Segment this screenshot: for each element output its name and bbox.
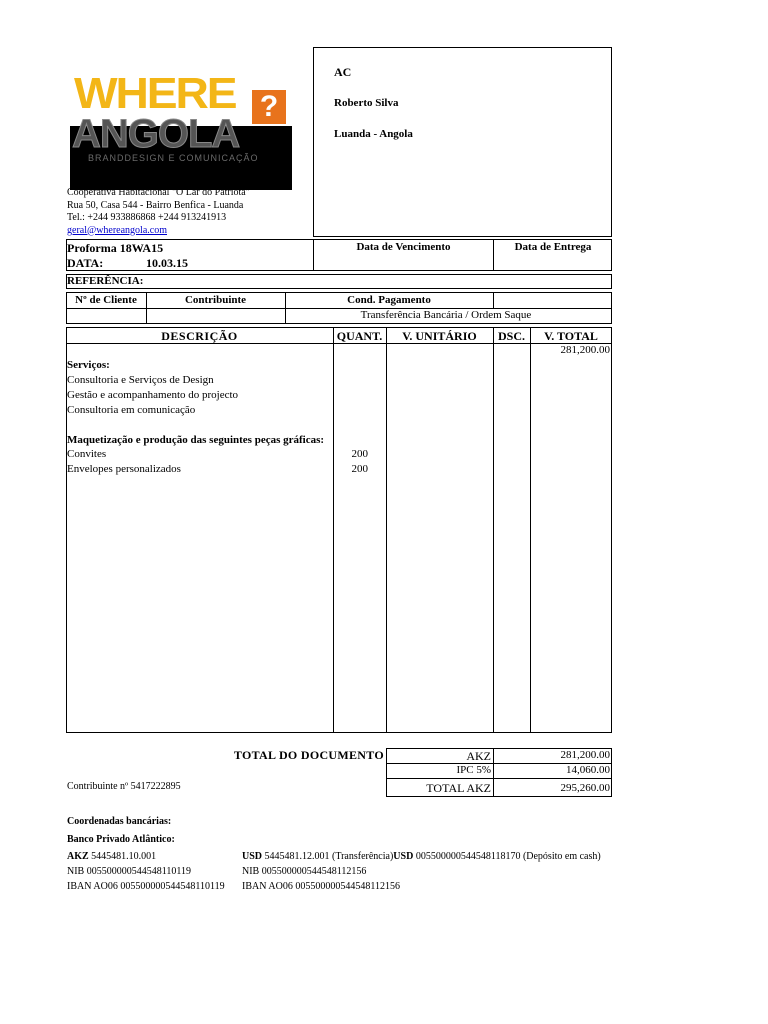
unit-price-header: V. UNITÁRIO bbox=[402, 329, 477, 343]
discount-header: DSC. bbox=[497, 329, 525, 343]
client-number-header: Nº de Cliente bbox=[75, 294, 137, 306]
proforma-number: Proforma 18WA15 bbox=[67, 241, 164, 255]
production-heading: Maquetização e produção das seguintes peças gráficas: bbox=[67, 434, 325, 446]
desc-header: DESCRIÇÃO bbox=[161, 329, 238, 343]
item-envelopes: Envelopes personalizados bbox=[67, 463, 181, 475]
company-line-1: Cooperativa Habitacional "O Lar do Patriota" bbox=[67, 187, 250, 198]
logo-tagline: BRANDDESIGN E COMUNICAÇÃO bbox=[88, 153, 259, 163]
payment-value: Transferência Bancária / Ordem Saque bbox=[360, 309, 532, 321]
client-box bbox=[313, 47, 612, 237]
company-line-3: Tel.: +244 933886868 +244 913241913 bbox=[67, 212, 227, 223]
logo-question-mark: ? bbox=[252, 90, 286, 124]
services-heading: Serviços: bbox=[67, 359, 110, 371]
bank-name: Banco Privado Atlântico: bbox=[67, 834, 175, 845]
client-attn: AC bbox=[334, 65, 352, 79]
date-label: DATA: bbox=[67, 256, 104, 270]
nib-usd: NIB 005500000544548112156 bbox=[242, 866, 367, 877]
line-total-value: 281,200.00 bbox=[560, 344, 610, 356]
iban-usd: IBAN AO06 005500000544548112156 bbox=[242, 881, 400, 892]
akz-value: 281,200.00 bbox=[560, 749, 610, 761]
document-total-label: TOTAL DO DOCUMENTO bbox=[233, 748, 384, 762]
item-invitations-qty: 200 bbox=[351, 448, 368, 460]
payment-header: Cond. Pagamento bbox=[347, 294, 431, 306]
akz-account-number: 5445481.10.001 bbox=[91, 851, 157, 862]
total-header: V. TOTAL bbox=[544, 329, 598, 343]
company-line-2: Rua 50, Casa 544 - Bairro Benfica - Luanda bbox=[67, 199, 244, 211]
client-name: Roberto Silva bbox=[334, 97, 399, 109]
due-date-label: Data de Vencimento bbox=[356, 241, 451, 253]
total-akz-value: 295,260.00 bbox=[560, 782, 610, 794]
nib-akz: NIB 005500000544548110119 bbox=[67, 866, 191, 877]
service-item-2: Gestão e acompanhamento do projecto bbox=[67, 389, 239, 401]
taxpayer-number: Contribuinte nº 5417222895 bbox=[67, 781, 181, 792]
reference-label: REFERÊNCIA: bbox=[67, 275, 144, 287]
delivery-date-label: Data de Entrega bbox=[514, 241, 592, 253]
taxpayer-header: Contribuinte bbox=[184, 294, 247, 306]
item-invitations: Convites bbox=[67, 448, 107, 460]
total-akz-label: TOTAL AKZ bbox=[426, 781, 491, 795]
logo-word-where: WHERE bbox=[74, 69, 236, 118]
service-item-1: Consultoria e Serviços de Design bbox=[67, 374, 214, 386]
ipc-label: IPC 5% bbox=[456, 764, 491, 776]
logo-word-angola: ANGOLA bbox=[72, 112, 240, 156]
ipc-value: 14,060.00 bbox=[566, 764, 610, 776]
company-address bbox=[67, 187, 250, 237]
qty-header: QUANT. bbox=[336, 329, 383, 343]
iban-akz: IBAN AO06 005500000544548110119 bbox=[67, 881, 225, 892]
akz-label: AKZ bbox=[466, 749, 491, 763]
bank-heading: Coordenadas bancárias: bbox=[67, 816, 172, 827]
akz-account bbox=[67, 851, 156, 862]
reference-row bbox=[66, 274, 612, 289]
usd-account-number: 5445481.12.001 (Transferência) bbox=[264, 851, 394, 862]
usd-cash-label: USD bbox=[393, 851, 414, 862]
usd-accounts bbox=[242, 851, 601, 862]
date-value: 10.03.15 bbox=[146, 256, 188, 270]
usd-cash-account: 005500000544548118170 (Depósito em cash) bbox=[415, 851, 601, 862]
company-email-link[interactable]: geral@whereangola.com bbox=[67, 224, 167, 236]
usd-account-label: USD bbox=[242, 851, 263, 862]
service-item-3: Consultoria em comunicação bbox=[67, 404, 196, 416]
item-envelopes-qty: 200 bbox=[351, 463, 368, 475]
client-location: Luanda - Angola bbox=[334, 128, 413, 140]
akz-account-label: AKZ bbox=[67, 851, 89, 862]
